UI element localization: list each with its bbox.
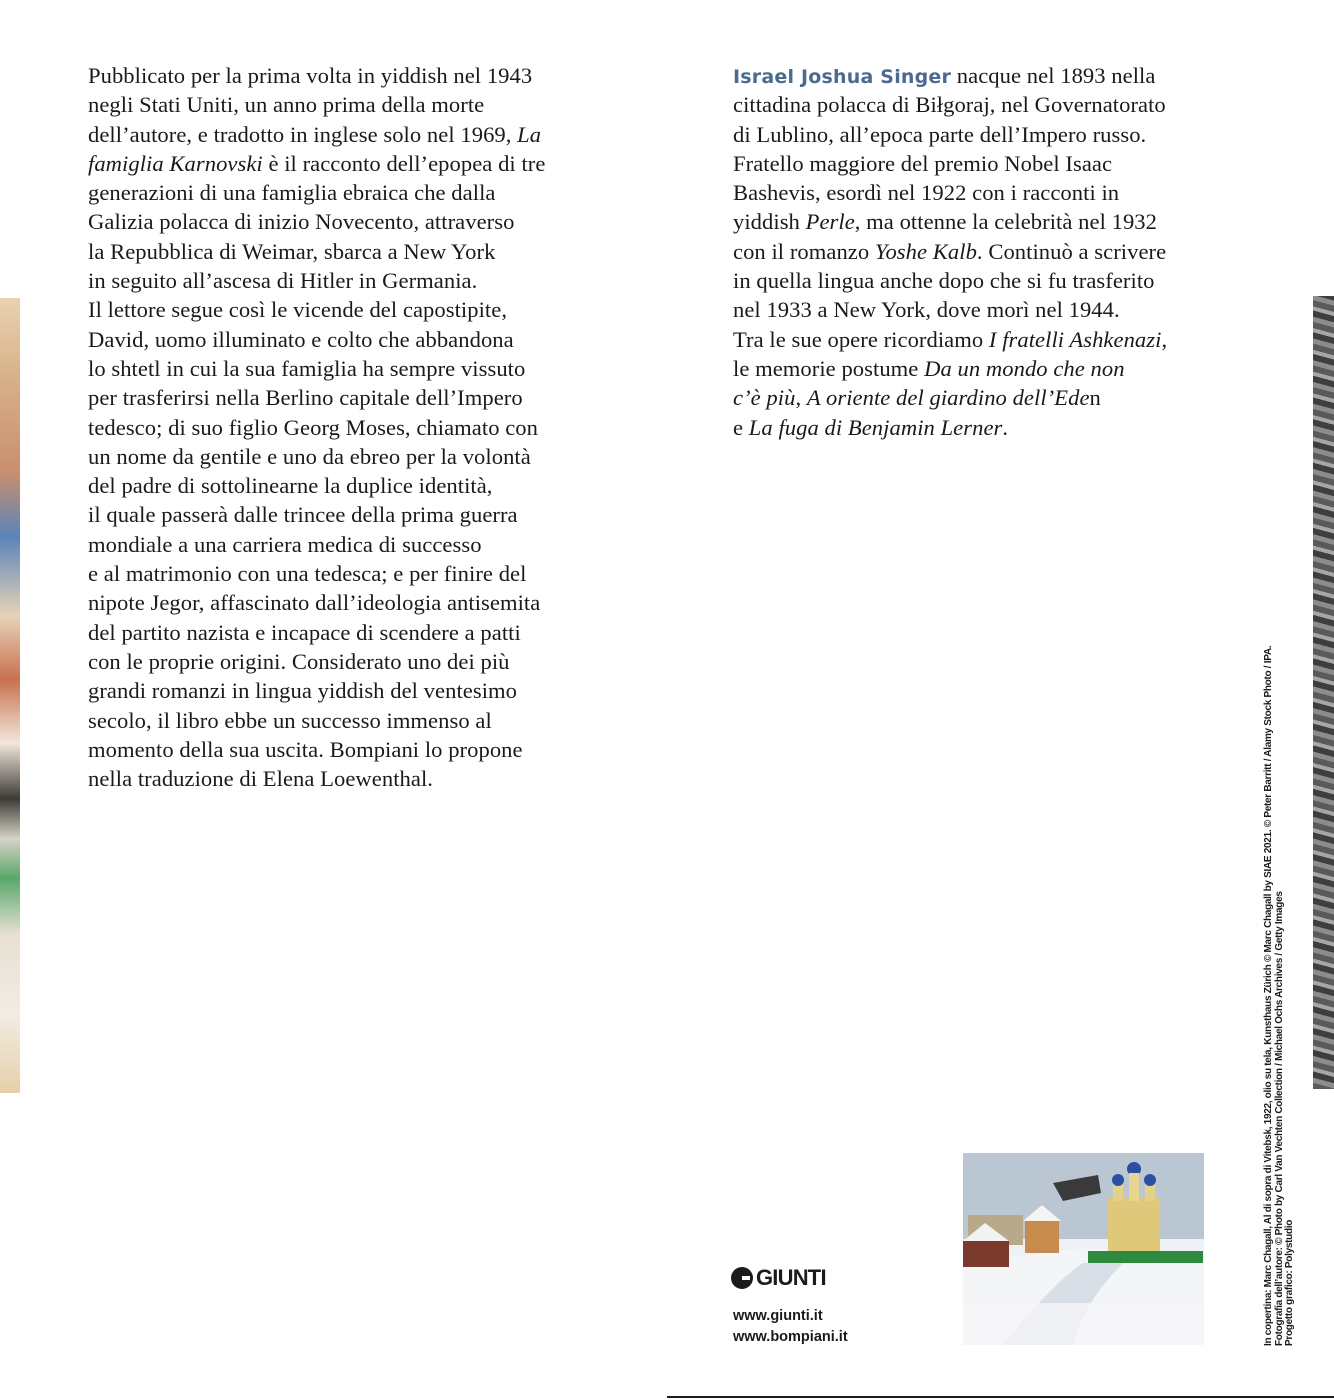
text-line bbox=[88, 647, 545, 676]
text-run: con il romanzo bbox=[733, 238, 875, 264]
text-line bbox=[88, 413, 545, 442]
text-line bbox=[733, 120, 1167, 149]
text-line bbox=[88, 149, 545, 178]
text-line bbox=[88, 442, 545, 471]
text-run: e bbox=[733, 414, 749, 440]
text-run: Fratello maggiore del premio Nobel Isaac bbox=[733, 150, 1113, 176]
text-line bbox=[733, 207, 1167, 236]
giunti-logo-text: GIUNTI bbox=[756, 1265, 826, 1290]
text-line bbox=[733, 413, 1167, 442]
website-bompiani[interactable]: www.bompiani.it bbox=[733, 1329, 848, 1345]
text-run: generazioni di una famiglia ebraica che dalla bbox=[88, 180, 496, 206]
cover-painting-image bbox=[963, 1153, 1204, 1345]
text-line bbox=[88, 237, 545, 266]
cover-thumbnail bbox=[963, 1153, 1204, 1345]
text-run: in quella lingua anche dopo che si fu trasferito bbox=[733, 268, 1155, 294]
text-line bbox=[733, 266, 1167, 295]
text-run: Il lettore segue così le vicende del capostipite, bbox=[88, 297, 508, 323]
text-line bbox=[88, 735, 545, 764]
italic-title: A oriente del giardino dell’Ede bbox=[806, 385, 1090, 411]
italic-title: c’è più bbox=[733, 385, 796, 411]
text-run: . bbox=[1002, 414, 1009, 440]
text-run: tedesco; di suo figlio Georg Moses, chiamato con bbox=[88, 414, 539, 440]
text-line bbox=[88, 207, 545, 236]
text-line bbox=[88, 383, 545, 412]
text-run: . Continuò a scrivere bbox=[976, 238, 1167, 264]
text-line bbox=[88, 61, 545, 90]
text-run: David, uomo illuminato e colto che abbandona bbox=[88, 326, 514, 352]
text-line bbox=[733, 295, 1167, 324]
giunti-g-icon bbox=[731, 1267, 753, 1289]
credits-line-3: Progetto grafico: Polystudio bbox=[1284, 1219, 1295, 1346]
text-run: nella traduzione di Elena Loewenthal. bbox=[88, 766, 434, 792]
text-line bbox=[733, 354, 1167, 383]
text-line bbox=[88, 471, 545, 500]
author-name: Israel Joshua Singer bbox=[733, 66, 952, 88]
text-run: del partito nazista e incapace di scendere a patti bbox=[88, 619, 521, 645]
italic-title: Yoshe Kalb bbox=[874, 238, 977, 264]
text-run: le memorie postume bbox=[733, 355, 925, 381]
text-line bbox=[88, 764, 545, 793]
text-run: , bbox=[1161, 326, 1168, 352]
text-run: lo shtetl in cui la sua famiglia ha sempre vissuto bbox=[88, 355, 526, 381]
text-run: nel 1933 a New York, dove morì nel 1944. bbox=[733, 297, 1120, 323]
text-run: secolo, il libro ebbe un successo immenso al bbox=[88, 707, 492, 733]
author-bio-text bbox=[733, 61, 1167, 442]
text-run: un nome da gentile e uno da ebreo per la volontà bbox=[88, 443, 531, 469]
text-run: mondiale a una carriera medica di successo bbox=[88, 531, 482, 557]
italic-title: famiglia Karnovski bbox=[88, 150, 263, 176]
author-photo-strip-right bbox=[1313, 296, 1334, 1089]
text-run: il quale passerà dalle trincee della prima guerra bbox=[88, 502, 518, 528]
text-line bbox=[88, 530, 545, 559]
text-line bbox=[88, 325, 545, 354]
text-line bbox=[88, 500, 545, 529]
text-run: con le proprie origini. Considerato uno dei più bbox=[88, 648, 510, 674]
text-run: Galizia polacca di inizio Novecento, attraverso bbox=[88, 209, 515, 235]
text-run: n bbox=[1089, 385, 1101, 411]
text-line bbox=[88, 706, 545, 735]
text-run: di Lublino, all’epoca parte dell’Impero russo. bbox=[733, 121, 1147, 147]
text-line bbox=[88, 295, 545, 324]
website-giunti[interactable]: www.giunti.it bbox=[733, 1308, 823, 1324]
text-run: per trasferirsi nella Berlino capitale dell’Impero bbox=[88, 385, 523, 411]
text-run: del padre di sottolinearne la duplice identità, bbox=[88, 473, 493, 499]
italic-title: I fratelli Ashkenazi bbox=[988, 326, 1162, 352]
text-line bbox=[733, 383, 1167, 412]
text-run: nipote Jegor, affascinato dall’ideologia antisemita bbox=[88, 590, 541, 616]
text-run: Bashevis, esordì nel 1922 con i racconti in bbox=[733, 180, 1120, 206]
image-credits bbox=[1264, 606, 1316, 1346]
text-run: momento della sua uscita. Bompiani lo propone bbox=[88, 736, 523, 762]
text-run: in seguito all’ascesa di Hitler in Germania. bbox=[88, 268, 478, 294]
text-run: negli Stati Uniti, un anno prima della morte bbox=[88, 92, 485, 118]
text-line bbox=[88, 588, 545, 617]
bottom-rule bbox=[667, 1396, 1334, 1398]
cover-art-strip-left bbox=[0, 298, 20, 1093]
text-line bbox=[88, 354, 545, 383]
text-line bbox=[733, 61, 1167, 90]
text-run: Pubblicato per la prima volta in yiddish nel 1943 bbox=[88, 63, 533, 88]
text-line bbox=[733, 325, 1167, 354]
text-run: dell’autore, e tradotto in inglese solo nel 1969, bbox=[88, 121, 518, 147]
text-line bbox=[733, 178, 1167, 207]
italic-title: La fuga di Benjamin Lerner bbox=[748, 414, 1003, 440]
text-run: nacque nel 1893 nella bbox=[951, 63, 1156, 88]
text-run: grandi romanzi in lingua yiddish del ventesimo bbox=[88, 678, 517, 704]
italic-title: La bbox=[517, 121, 542, 147]
text-line bbox=[733, 149, 1167, 178]
text-line bbox=[88, 618, 545, 647]
text-line bbox=[88, 120, 545, 149]
italic-title: Perle bbox=[805, 209, 855, 235]
text-line bbox=[88, 90, 545, 119]
text-run: Tra le sue opere ricordiamo bbox=[733, 326, 989, 352]
text-line bbox=[88, 178, 545, 207]
credits-line-2: Fotografia dell’autore: © Photo by Carl Van Vechten Collection / Michael Ochs Archives / Getty Images bbox=[1273, 891, 1285, 1346]
text-run: , ma ottenne la celebrità nel 1932 bbox=[854, 209, 1157, 235]
giunti-logo bbox=[731, 1263, 826, 1293]
text-run: cittadina polacca di Biłgoraj, nel Governatorato bbox=[733, 92, 1166, 118]
text-run: è il racconto dell’epopea di tre bbox=[262, 150, 546, 176]
synopsis-text bbox=[88, 61, 545, 793]
text-line bbox=[733, 90, 1167, 119]
credits-line-1: In copertina: Marc Chagall, Al di sopra di Vitebsk, 1922, olio su tela, Kunsthaus Zürich © Marc Chagall by SIAE 2021. © Peter Barritt / Alamy Stock Photo / IPA. bbox=[1263, 645, 1274, 1346]
text-line bbox=[88, 559, 545, 588]
text-run: la Repubblica di Weimar, sbarca a New York bbox=[88, 238, 496, 264]
italic-title: Da un mondo che non bbox=[924, 355, 1125, 381]
text-run: , bbox=[795, 385, 807, 411]
text-line bbox=[733, 237, 1167, 266]
text-line bbox=[88, 266, 545, 295]
text-run: yiddish bbox=[733, 209, 806, 235]
text-run: e al matrimonio con una tedesca; e per finire del bbox=[88, 561, 527, 587]
text-line bbox=[88, 676, 545, 705]
